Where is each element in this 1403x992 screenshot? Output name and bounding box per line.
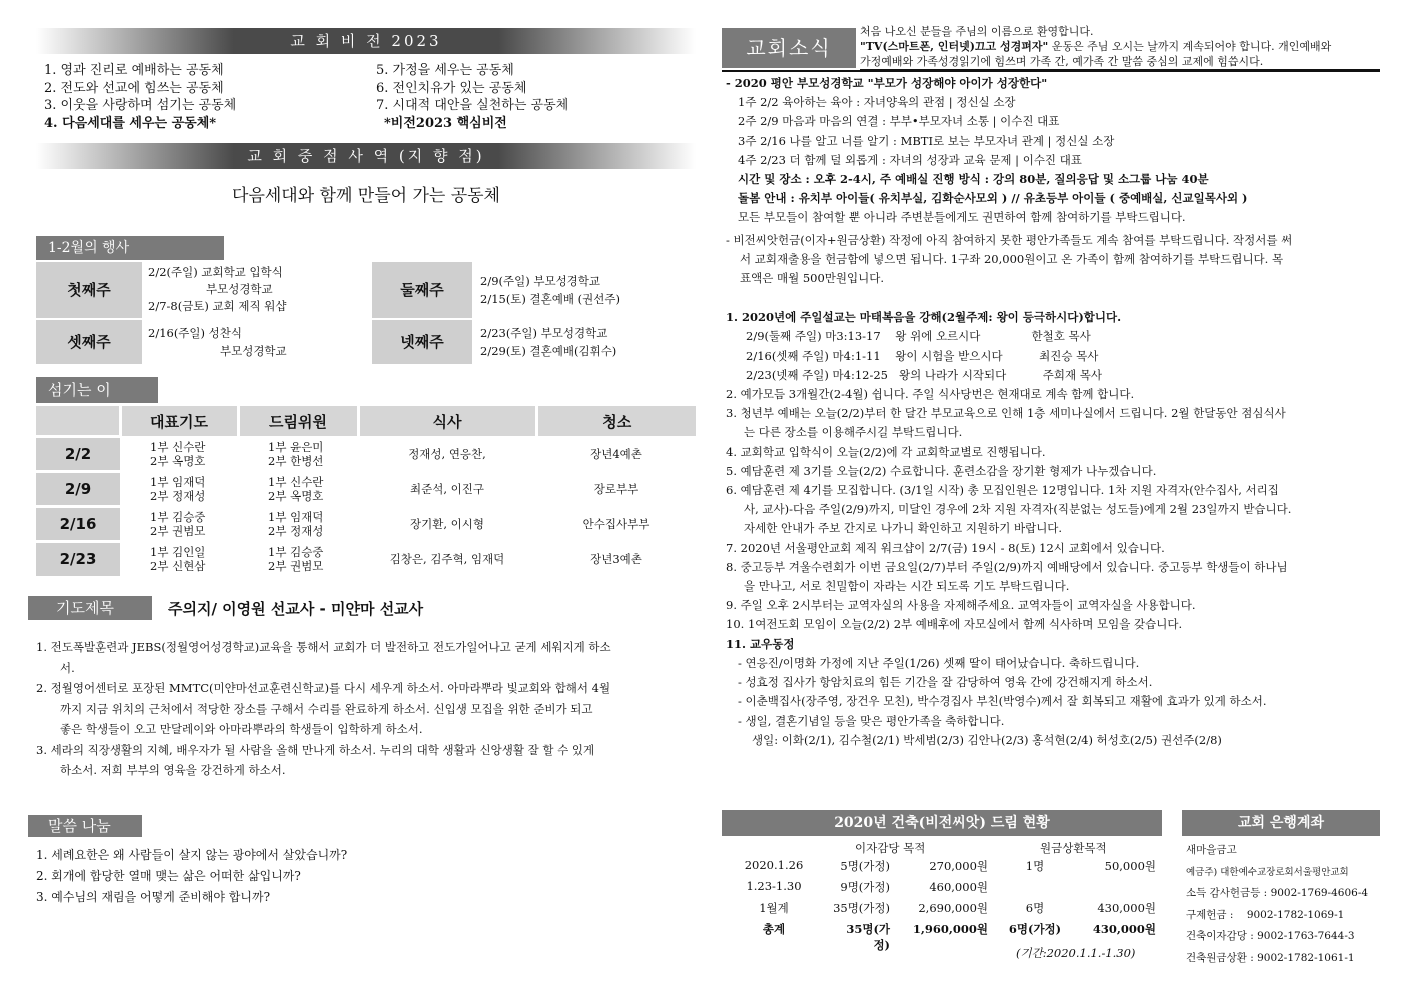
events-tag — [36, 236, 224, 260]
bank-account-number: 9002-1782-1061-1 — [1257, 951, 1355, 964]
news-item: 4. 교회학교 입학식이 오늘(2/2)에 각 교회학교별로 진행됩니다. — [726, 444, 1046, 459]
news-item: 2/16(셋째 주일) 마4:1-11 왕이 시험을 받으시다 최진승 목사 — [746, 348, 1099, 363]
week-content — [480, 324, 696, 360]
building-row-total — [722, 921, 1162, 952]
bank-account — [1186, 905, 1386, 927]
meal-cell: 김창은, 김주혁, 임재덕 — [389, 551, 505, 566]
week-content — [148, 324, 368, 360]
school-line: 모든 부모들이 참여할 뿐 아니라 주변분들에게도 권면하여 함께 참여하기를 부탁드립니다. — [738, 210, 1186, 225]
servers-title: 섬기는 이 — [48, 381, 111, 399]
bank-account-number: 9002-1763-7644-3 — [1257, 930, 1355, 942]
dream-cell — [238, 436, 358, 471]
news-item: 1. 2020년에 주일설교는 마태복음을 강해(2월주제: 왕이 등극하시다)합니다. — [726, 310, 1122, 325]
news-item: - 생일, 결혼기념일 등을 맞은 평안가족을 축하합니다. — [738, 713, 1005, 728]
event-line: 2/2(주일) 교회학교 입학식 — [148, 265, 283, 279]
server-name: 2부 정재성 — [150, 488, 206, 503]
servers-header: 드림위원 — [238, 406, 358, 436]
servers-header: 대표기도 — [120, 406, 238, 436]
word-question: 2. 회개에 합당한 열매 맺는 삶은 어떠한 삶입니까? — [36, 869, 301, 883]
news-item: 6. 예담훈련 제 4기를 모집합니다. (3/1일 시작) 총 모집인원은 12명입니다. 1차 지원 자격자(안수집사, 서리집 — [726, 483, 1279, 498]
servers-table — [36, 406, 696, 576]
server-name: 1부 김승중 — [150, 509, 206, 524]
clean-cell: 장년4예촌 — [590, 446, 642, 461]
building-count: 6명 — [1025, 901, 1045, 915]
building-count: 5명(가정) — [840, 859, 890, 873]
events-grid — [36, 262, 696, 370]
server-name: 2부 정재성 — [268, 523, 324, 538]
server-name: 2부 권범모 — [150, 523, 206, 538]
vision-title-bar — [36, 28, 696, 54]
building-row-label: 1.23-1.30 — [746, 879, 802, 893]
bank-account-label: 건축원금상환 : — [1186, 951, 1254, 964]
building-row-label: 총계 — [762, 922, 786, 936]
news-item: 11. 교우동정 — [726, 636, 795, 651]
parent-school-title: - 2020 평안 부모성경학교 "부모가 성장해야 아이가 성장한다" — [726, 76, 1048, 90]
prayer-cell — [120, 541, 238, 576]
servers-date: 2/16 — [36, 506, 120, 541]
vision-item: 6. 전인치유가 있는 공동체 — [376, 80, 527, 96]
focus-title-bar — [36, 143, 696, 169]
building-row-label: 1월계 — [759, 901, 789, 915]
vision-title: 교 회 비 전 2023 — [290, 32, 442, 50]
news-intro-bold: "TV(스마트폰, 인터넷)끄고 성경펴자" — [860, 40, 1049, 53]
news-intro-rest: 운동은 주님 오시는 날까지 계속되어야 합니다. 개인예배와 — [1051, 40, 1332, 53]
server-name: 1부 임재덕 — [150, 474, 206, 489]
building-row — [722, 879, 1162, 900]
clean-cell: 장년3예촌 — [590, 551, 642, 566]
building-title: 2020년 건축(비전씨앗) 드림 현황 — [834, 815, 1050, 831]
vision-item: 4. 다음세대를 세우는 공동체* — [44, 115, 217, 131]
bank-account-number: 9002-1782-1069-1 — [1246, 908, 1345, 921]
core-vision-note: *비전2023 핵심비전 — [384, 115, 507, 131]
prayer-tag-label: 기도제목 — [56, 599, 114, 617]
news-intro-line: 가정예배와 가족성경읽기에 힘쓰며 가족 간, 예가족 간 말씀 중심의 교제에 힘씁시다. — [860, 54, 1380, 70]
meal-cell: 최준석, 이진구 — [410, 481, 484, 496]
building-amount: 1,960,000원 — [912, 922, 988, 936]
building-table — [722, 858, 1162, 952]
week-label: 넷째주 — [372, 320, 472, 364]
news-divider — [722, 70, 1380, 72]
servers-header-blank — [36, 406, 120, 436]
news-item: - 연응진/이명화 가정에 지난 주일(1/26) 셋째 딸이 태어났습니다. 축하드립니다. — [738, 655, 1140, 670]
event-line: 부모성경학교 — [206, 282, 273, 296]
word-tag-label: 말씀 나눔 — [48, 817, 111, 835]
news-title-box — [722, 28, 856, 68]
prayer-tag — [28, 596, 152, 620]
server-name: 2부 옥명호 — [268, 488, 324, 503]
building-sub-right: 원금상환목적 — [1040, 841, 1107, 855]
word-tag — [28, 815, 142, 837]
event-line: 2/29(토) 결혼예배(김휘수) — [480, 344, 617, 358]
server-name: 1부 신수란 — [150, 439, 206, 454]
building-period: (기간:2020.1.1.-1.30) — [1016, 946, 1136, 960]
clean-cell: 장로부부 — [593, 481, 639, 496]
clean-cell: 안수집사부부 — [582, 516, 650, 531]
building-count: 9명(가정) — [840, 880, 890, 894]
server-name: 2부 한병선 — [268, 453, 324, 468]
building-count: 6명(가정) — [1008, 922, 1062, 936]
news-item: 사, 교사)-다음 주일(2/9)까지, 미달인 경우에 2차 지원 자격자(직분없는 성도들)에게 2월 23일까지 받습니다. — [744, 502, 1292, 517]
week-label: 둘째주 — [372, 262, 472, 318]
week-label: 셋째주 — [36, 320, 142, 364]
seed-line: - 비전씨앗헌금(이자+원금상환) 작정에 아직 참여하지 못한 평안가족들도 계속 참여를 부탁드립니다. 작정서를 써 — [726, 232, 1293, 247]
prayer-list — [36, 637, 700, 781]
prayer-cell — [120, 471, 238, 506]
building-amount: 50,000원 — [1104, 859, 1156, 873]
servers-header: 청소 — [536, 406, 696, 436]
dream-cell — [238, 541, 358, 576]
bank-title: 교회 은행계좌 — [1237, 815, 1325, 831]
news-item: 8. 중고등부 겨울수련회가 이번 금요일(2/7)부터 주일(2/9)까지 예배당에서 있습니다. 중고등부 학생들이 하나님 — [726, 559, 1288, 574]
focus-text: 다음세대와 함께 만들어 가는 공동체 — [232, 186, 500, 206]
building-row — [722, 858, 1162, 879]
bank-account-label: 구제헌금 : — [1186, 908, 1234, 921]
building-row-label: 2020.1.26 — [744, 858, 804, 872]
news-item: 2/23(넷째 주일) 마4:12-25 왕의 나라가 시작되다 주희재 목사 — [746, 367, 1103, 382]
news-item: 자세한 안내가 주보 간지로 나가니 확인하고 지원하기 바랍니다. — [744, 521, 1063, 536]
server-name: 1부 임재덕 — [268, 509, 324, 524]
meal-cell: 정재성, 연응찬, — [408, 446, 486, 461]
bank-account-number: 9002-1769-4606-4 — [1270, 887, 1369, 899]
seed-line: 표액은 매월 500만원입니다. — [740, 271, 885, 286]
word-list — [36, 845, 636, 908]
bank-account-label: 건축이자감당 : — [1186, 930, 1254, 942]
building-title-bar — [722, 810, 1162, 836]
servers-header: 식사 — [358, 406, 536, 436]
building-row — [722, 900, 1162, 921]
news-intro — [860, 24, 1380, 70]
event-line: 부모성경학교 — [220, 344, 287, 358]
prayer-line: 3. 세라의 직장생활의 지혜, 배우자가 될 사람을 올해 만나게 하소서. 누리의 대학 생활과 신앙생활 잘 할 수 있게 — [36, 742, 595, 757]
building-count: 35명(가정) — [846, 922, 890, 952]
bank-account-label: 소득 감사헌금등 : — [1186, 887, 1268, 899]
bank-account — [1186, 948, 1386, 970]
news-item: 는 다른 장소를 이용해주시길 부탁드립니다. — [744, 425, 963, 440]
prayer-cell — [120, 506, 238, 541]
building-amount: 2,690,000원 — [918, 901, 988, 915]
building-amount: 430,000원 — [1097, 901, 1156, 915]
school-line: 1주 2/2 육아하는 육아 : 자녀양육의 관점 | 정신실 소장 — [738, 95, 1016, 110]
vision-list-right — [376, 62, 696, 132]
word-question: 3. 예수님의 재림을 어떻게 준비해야 합니까? — [36, 890, 271, 904]
building-amount: 430,000원 — [1092, 922, 1156, 936]
event-line: 2/15(토) 결혼예배 (권선주) — [480, 292, 620, 306]
news-item: - 이춘백집사(장주영, 장건우 모친), 박수경집사 부친(박영수)께서 잘 회복되고 재활에 효과가 있게 하소서. — [738, 694, 1267, 709]
server-name: 1부 신수란 — [268, 474, 324, 489]
dream-cell — [238, 506, 358, 541]
news-item: 2. 예가모듬 3개월간(2-4월) 쉽니다. 주일 식사당번은 현재대로 계속 함께 합니다. — [726, 387, 1135, 402]
servers-tag — [36, 377, 158, 403]
meal-cell: 장기환, 이시형 — [410, 516, 484, 531]
prayer-line: 1. 전도폭발훈련과 JEBS(정월영어성경학교)교육을 통해서 교회가 더 발전하고 전도가일어나고 굳게 세워지게 하소 — [36, 640, 611, 654]
news-title: 교회소식 — [746, 36, 832, 60]
school-line: 시간 및 장소 : 오후 2-4시, 주 예배실 진행 방식 : 강의 80분, 질의응답 및 소그룹 나눔 40분 — [738, 172, 1209, 187]
news-item: 을 만나고, 서로 친밀함이 자라는 시간 되도록 기도 부탁드립니다. — [744, 579, 1070, 594]
vision-item: 7. 시대적 대안을 실천하는 공동체 — [376, 98, 569, 113]
news-intro-line — [860, 39, 1380, 54]
prayer-heading: 주의지/ 이영원 선교사 - 미얀마 선교사 — [168, 600, 424, 618]
prayer-cell — [120, 436, 238, 471]
dream-cell — [238, 471, 358, 506]
bank-name: 새마을금고 — [1186, 844, 1237, 856]
vision-list-left — [44, 62, 374, 132]
news-item: 9. 주일 오후 2시부터는 교역자실의 사용을 자제해주세요. 교역자들이 교역자실을 사용합니다. — [726, 598, 1196, 613]
week-content — [480, 272, 696, 308]
building-count: 35명(가정) — [833, 901, 890, 915]
server-name: 2부 권범모 — [268, 558, 324, 573]
week-content — [148, 264, 368, 315]
server-name: 2부 옥명호 — [150, 453, 206, 468]
news-item: - 성효정 집사가 항암치료의 힘든 기간을 잘 감당하여 영육 간에 강건해지게 하소서. — [738, 675, 1153, 690]
news-item: 2/9(둘째 주일) 마3:13-17 왕 위에 오르시다 한철호 목사 — [746, 329, 1091, 344]
news-intro-line: 처음 나오신 분들을 주님의 이름으로 환영합니다. — [860, 25, 1094, 38]
vision-item: 5. 가정을 세우는 공동체 — [376, 63, 514, 78]
servers-date: 2/2 — [36, 436, 120, 471]
prayer-line: 2. 정월영어센터로 포장된 MMTC(미얀마선교훈련신학교)를 다시 세우게 하소서. 아마라뿌라 빛교회와 합해서 4월 — [36, 681, 611, 695]
servers-date: 2/23 — [36, 541, 120, 576]
news-item: 7. 2020년 서울평안교회 제직 워크샵이 2/7(금) 19시 - 8(토) 12시 교회에서 있습니다. — [726, 540, 1165, 555]
server-name: 1부 김승중 — [268, 544, 324, 559]
school-line: 4주 2/23 더 함께 덜 외롭게 : 자녀의 성장과 교육 문제 | 이수진 대표 — [738, 152, 1082, 167]
school-line: 2주 2/9 마음과 마음의 연결 : 부부•부모자녀 소통 | 이수진 대표 — [738, 114, 1060, 129]
event-line: 2/16(주일) 성찬식 — [148, 326, 242, 340]
school-line: 3주 2/16 나를 알고 너를 알기 : MBTI로 보는 부모자녀 관계 | 정신실 소장 — [738, 133, 1115, 148]
events-title: 1-2월의 행사 — [48, 240, 130, 256]
vision-item: 3. 이웃을 사랑하며 섬기는 공동체 — [44, 98, 237, 113]
building-count: 1명 — [1025, 859, 1045, 873]
building-amount: 460,000원 — [929, 880, 988, 894]
event-line: 2/7-8(금토) 교회 제직 워샵 — [148, 299, 287, 313]
news-item: 5. 예담훈련 제 3기를 오늘(2/2) 수료합니다. 훈련소감을 장기환 형제가 나누겠습니다. — [726, 463, 1157, 478]
news-item: 10. 1여전도회 모임이 오늘(2/2) 2부 예배후에 자모실에서 함께 식사하며 모임을 갖습니다. — [726, 617, 1183, 632]
school-line: 돌봄 안내 : 유치부 아이들( 유치부실, 김화순사모외 ) // 유초등부 아이들 ( 중예배실, 신교일목사외 ) — [738, 191, 1248, 206]
building-amount: 270,000원 — [929, 859, 988, 873]
bank-account — [1186, 883, 1386, 905]
week-label: 첫째주 — [36, 262, 142, 318]
news-item: 생일: 이화(2/1), 김수철(2/1) 박세범(2/3) 김안나(2/3) 홍석현(2/4) 허성호(2/5) 권선주(2/8) — [752, 732, 1222, 747]
prayer-line: 하소서. 저희 부부의 영육을 강건하게 하소서. — [60, 763, 286, 777]
prayer-line: 서. — [60, 660, 75, 675]
word-question: 1. 세례요한은 왜 사람들이 살지 않는 광야에서 살았습니까? — [36, 848, 348, 862]
bank-account — [1186, 926, 1386, 948]
news-body — [726, 74, 1386, 750]
prayer-line: 좋은 학생들이 오고 만달레이와 아마라뿌라의 학생들이 입학하게 하소서. — [60, 722, 423, 736]
building-sub-left: 이자감당 목적 — [855, 841, 926, 855]
vision-item: 2. 전도와 선교에 힘쓰는 공동체 — [44, 80, 224, 96]
server-name: 1부 윤은미 — [268, 439, 324, 454]
news-item: 3. 청년부 예배는 오늘(2/2)부터 한 달간 부모교육으로 인해 1층 세미나실에서 드립니다. 2월 한달동안 점심식사 — [726, 406, 1286, 421]
server-name: 1부 김인일 — [150, 544, 206, 559]
server-name: 2부 신현삼 — [150, 558, 206, 573]
seed-line: 서 교회재출용을 헌금함에 넣으면 됩니다. 1구좌 20,000원이고 온 가족이 함께 참여하기를 부탁드립니다. 목 — [740, 251, 1284, 266]
bank-title-bar — [1182, 810, 1380, 836]
prayer-line: 까지 지금 위치의 근처에서 적당한 장소를 구해서 수리를 완료하게 하소서. 신입생 모집을 위한 준비가 되고 — [60, 701, 593, 716]
focus-title: 교 회 중 점 사 역 (지 향 점) — [247, 147, 485, 165]
event-line: 2/9(주일) 부모성경학교 — [480, 274, 601, 288]
bank-info — [1186, 840, 1386, 969]
servers-date: 2/9 — [36, 471, 120, 506]
bank-holder: 예금주) 대한예수교장로회서울평안교회 — [1186, 866, 1349, 878]
vision-item: 1. 영과 진리로 예배하는 공동체 — [44, 63, 224, 78]
event-line: 2/23(주일) 부모성경학교 — [480, 326, 608, 340]
